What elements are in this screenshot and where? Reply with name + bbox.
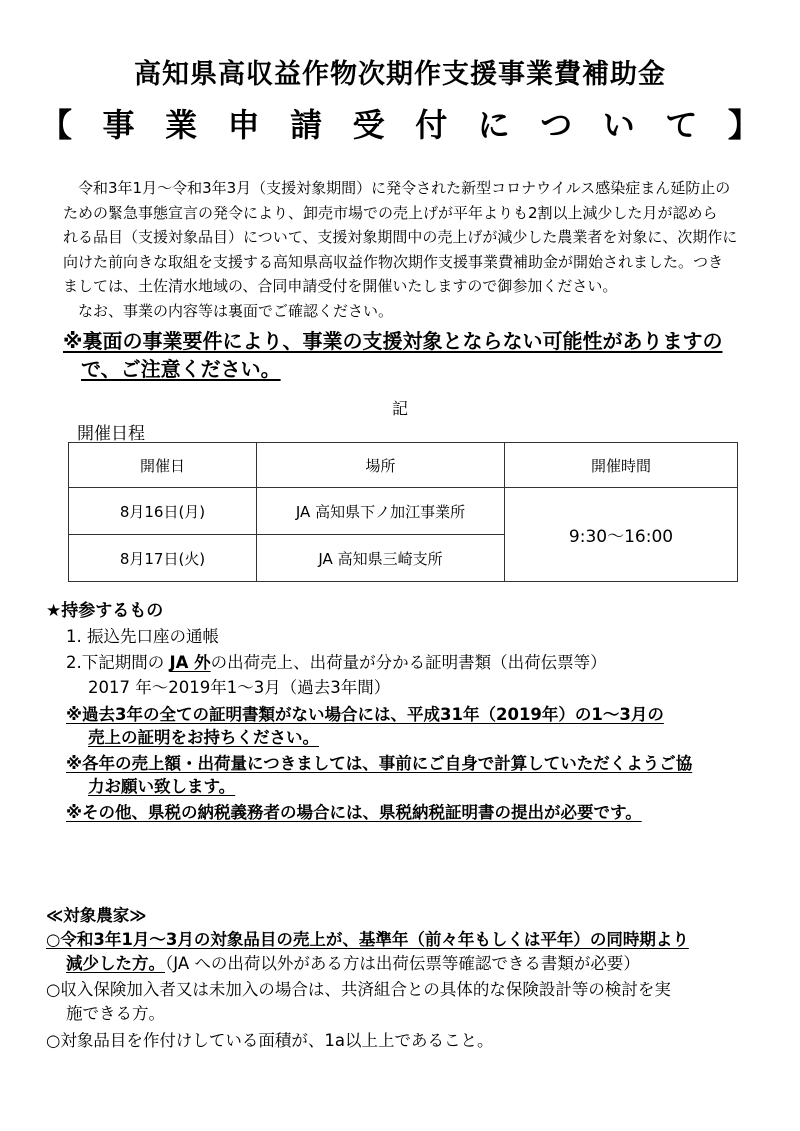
subtitle-char: 受 xyxy=(352,106,385,144)
schedule-heading: 開催日程 xyxy=(77,424,145,444)
schedule-table xyxy=(68,442,738,582)
bring-item-1: 1. 振込先口座の通帳 xyxy=(66,627,219,646)
ki-label: 記 xyxy=(391,399,408,418)
note-line: ※過去3年の全ての証明書類がない場合には、平成31年（2019年）の1～3月の xyxy=(66,705,664,724)
cell-date: 8月16日(月) xyxy=(69,488,257,535)
condition-line: 施できる方。 xyxy=(66,1004,165,1023)
table-header-row xyxy=(69,443,738,488)
intro-line: 令和3年1月～令和3年3月（支援対象期間）に発令された新型コロナウイルス感染症まん延防止の xyxy=(63,179,731,197)
intro-line: ための緊急事態宣言の発令により、卸売市場での売上げが平年よりも2割以上減少した月が認めら xyxy=(63,203,718,222)
bring-item-2 xyxy=(66,651,607,674)
note-line: ※各年の売上額・出荷量につきましては、事前にご自身で計算していただくようご協 xyxy=(66,754,693,773)
condition-line: ○収入保険加入者又は未加入の場合は、共済組合との具体的な保険設計等の検討を実 xyxy=(46,980,671,999)
intro-line: なお、事業の内容等は裏面でご確認ください。 xyxy=(63,301,394,320)
header-date: 開催日 xyxy=(69,443,257,488)
intro-line: ましては、土佐清水地域の、合同申請受付を開催いたしますので御参加ください。 xyxy=(63,277,618,295)
document-title: 高知県高収益作物次期作支援事業費補助金 xyxy=(134,59,666,90)
eligible-heading: ≪対象農家≫ xyxy=(46,906,147,925)
cell-place: JA 高知県下ノ加江事業所 xyxy=(257,488,505,535)
document-subtitle xyxy=(40,100,760,146)
eligible-condition-1 xyxy=(46,928,766,976)
subtitle-char: 付 xyxy=(415,106,448,144)
eligible-condition-3: ○対象品目を作付けしている面積が、1a以上上であること。 xyxy=(46,1031,494,1050)
eligible-condition-2 xyxy=(46,978,766,1026)
intro-paragraph xyxy=(63,176,768,323)
cell-date: 8月17日(火) xyxy=(69,535,257,582)
bring-heading: ★持参するもの xyxy=(46,601,164,621)
bring-note-2 xyxy=(66,752,766,798)
table-row xyxy=(69,488,738,535)
subtitle-char: 事 xyxy=(102,106,135,144)
bring-item-2-pre: 2.下記期間の xyxy=(66,653,170,672)
notice-block xyxy=(63,327,768,383)
condition-line: （JA への出荷以外がある方は出荷伝票等確認できる書類が必要） xyxy=(165,954,640,973)
notice-line: ※裏面の事業要件により、事業の支援対象とならない可能性がありますの xyxy=(63,329,723,353)
subtitle-char: い xyxy=(602,106,635,144)
cell-place: JA 高知県三崎支所 xyxy=(257,535,505,582)
header-time: 開催時間 xyxy=(505,443,738,488)
subtitle-char: て xyxy=(665,106,698,144)
subtitle-char: 【 xyxy=(40,106,73,144)
note-line: 力お願い致します。 xyxy=(88,777,236,796)
cell-time: 9:30～16:00 xyxy=(505,488,738,582)
subtitle-char: に xyxy=(477,106,510,144)
bring-note-3 xyxy=(66,801,766,824)
subtitle-char: つ xyxy=(540,106,573,144)
bring-item-2-period: 2017 年～2019年1～3月（過去3年間） xyxy=(88,678,391,697)
subtitle-char: 申 xyxy=(227,106,260,144)
subtitle-char: 】 xyxy=(727,106,760,144)
condition-line: ○令和3年1月～3月の対象品目の売上が、基準年（前々年もしくは平年）の同時期より xyxy=(46,930,689,949)
notice-line: で、ご注意ください。 xyxy=(81,357,281,381)
bring-note-1 xyxy=(66,703,766,749)
bring-item-2-post: の出荷売上、出荷量が分かる証明書類（出荷伝票等） xyxy=(210,653,607,672)
note-line: ※その他、県税の納税義務者の場合には、県税納税証明書の提出が必要です。 xyxy=(66,803,642,822)
bring-item-2-ja: JA 外 xyxy=(169,653,211,672)
header-place: 場所 xyxy=(257,443,505,488)
intro-line: 向けた前向きな取組を支援する高知県高収益作物次期作支援事業費補助金が開始されました。つき xyxy=(63,252,724,271)
subtitle-char: 業 xyxy=(165,106,198,144)
intro-line: れる品目（支援対象品目）について、支援対象期間中の売上げが減少した農業者を対象に、次期作に xyxy=(63,228,738,246)
note-line: 売上の証明をお持ちください。 xyxy=(88,728,319,747)
condition-line-underlined: 減少した方。 xyxy=(66,954,165,973)
subtitle-char: 請 xyxy=(290,106,323,144)
